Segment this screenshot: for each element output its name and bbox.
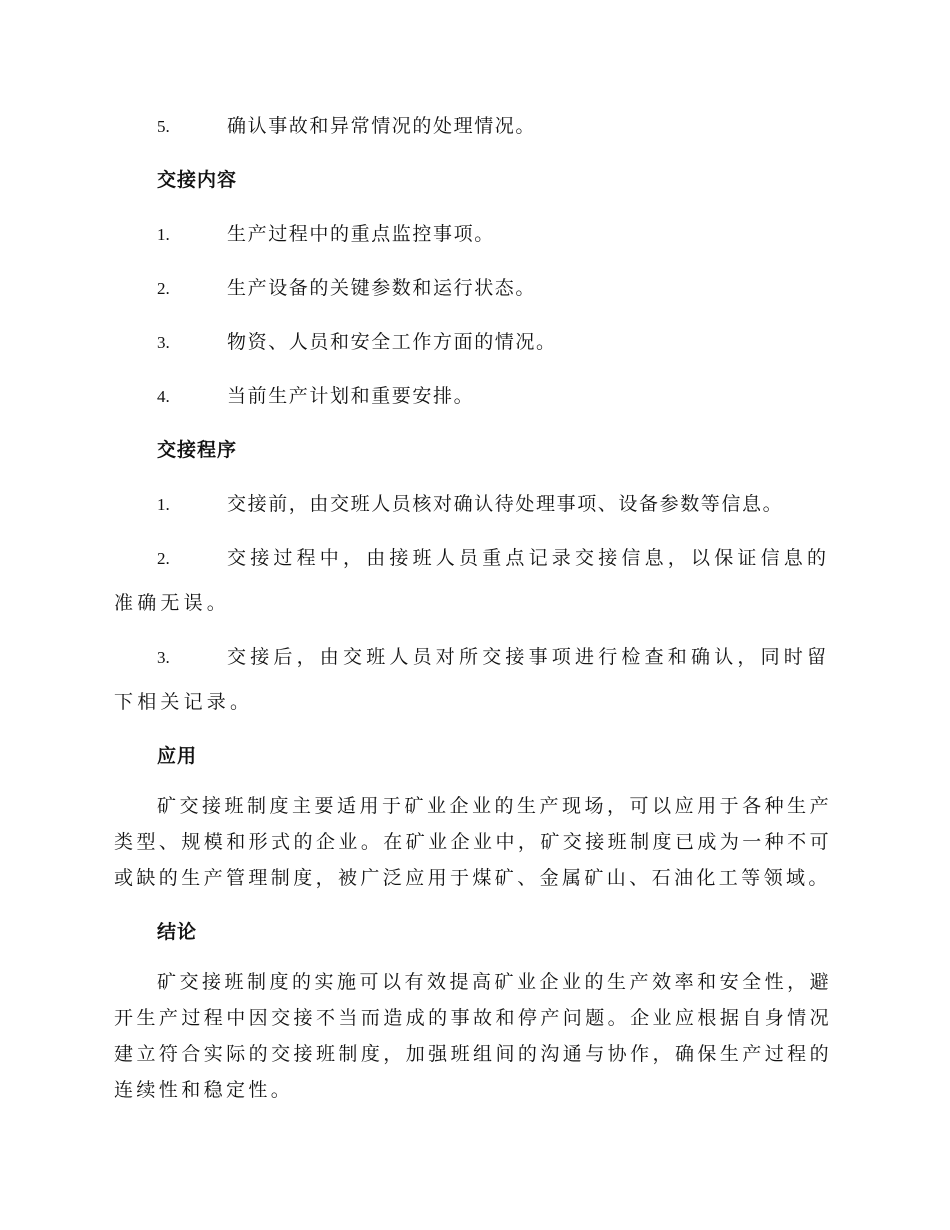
list-item-text: 生产设备的关键参数和运行状态。 — [227, 277, 537, 299]
list-item — [114, 635, 832, 725]
list-item — [114, 212, 832, 266]
section-heading-conclusion: 结论 — [157, 921, 198, 943]
section-heading-handover-content: 交接内容 — [157, 169, 238, 191]
list-item — [114, 320, 832, 374]
list-item-text: 生产过程中的重点监控事项。 — [227, 223, 495, 245]
list-item-number: 2. — [157, 279, 170, 298]
list-item — [114, 266, 832, 320]
conclusion-paragraph: 矿交接班制度的实施可以有效提高矿业企业的生产效率和安全性，避开生产过程中因交接不当而造成的事故和停产问题。企业应根据自身情况建立符合实际的交接班制度，加强班组间的沟通与协作，确保生产过程的连续性和稳定性。 — [114, 971, 832, 1101]
document-content — [114, 104, 832, 1122]
list-item-number: 3. — [157, 648, 170, 667]
list-item — [114, 374, 832, 428]
list-item-text: 交接前，由交班人员核对确认待处理事项、设备参数等信息。 — [227, 493, 784, 515]
list-item-number: 4. — [157, 387, 170, 406]
list-item — [114, 536, 832, 626]
application-paragraph: 矿交接班制度主要适用于矿业企业的生产现场，可以应用于各种生产类型、规模和形式的企业。在矿业企业中，矿交接班制度已成为一种不可或缺的生产管理制度，被广泛应用于煤矿、金属矿山、石油化工等领域。 — [114, 795, 832, 889]
list-item-number: 3. — [157, 333, 170, 352]
section-heading-application: 应用 — [157, 745, 198, 767]
list-item-text: 确认事故和异常情况的处理情况。 — [227, 115, 537, 137]
list-item-text: 交接过程中，由接班人员重点记录交接信息，以保证信息的准确无误。 — [114, 547, 831, 614]
list-item-number: 1. — [157, 495, 170, 514]
list-item — [114, 482, 832, 536]
list-item-text: 当前生产计划和重要安排。 — [227, 385, 475, 407]
list-item-number: 2. — [157, 549, 170, 568]
list-item-number: 5. — [157, 117, 170, 136]
list-item-number: 1. — [157, 225, 170, 244]
list-item-text: 物资、人员和安全工作方面的情况。 — [227, 331, 557, 353]
list-item — [114, 104, 832, 158]
list-item-text: 交接后，由交班人员对所交接事项进行检查和确认，同时留下相关记录。 — [114, 646, 831, 713]
section-heading-handover-procedure: 交接程序 — [157, 439, 238, 461]
